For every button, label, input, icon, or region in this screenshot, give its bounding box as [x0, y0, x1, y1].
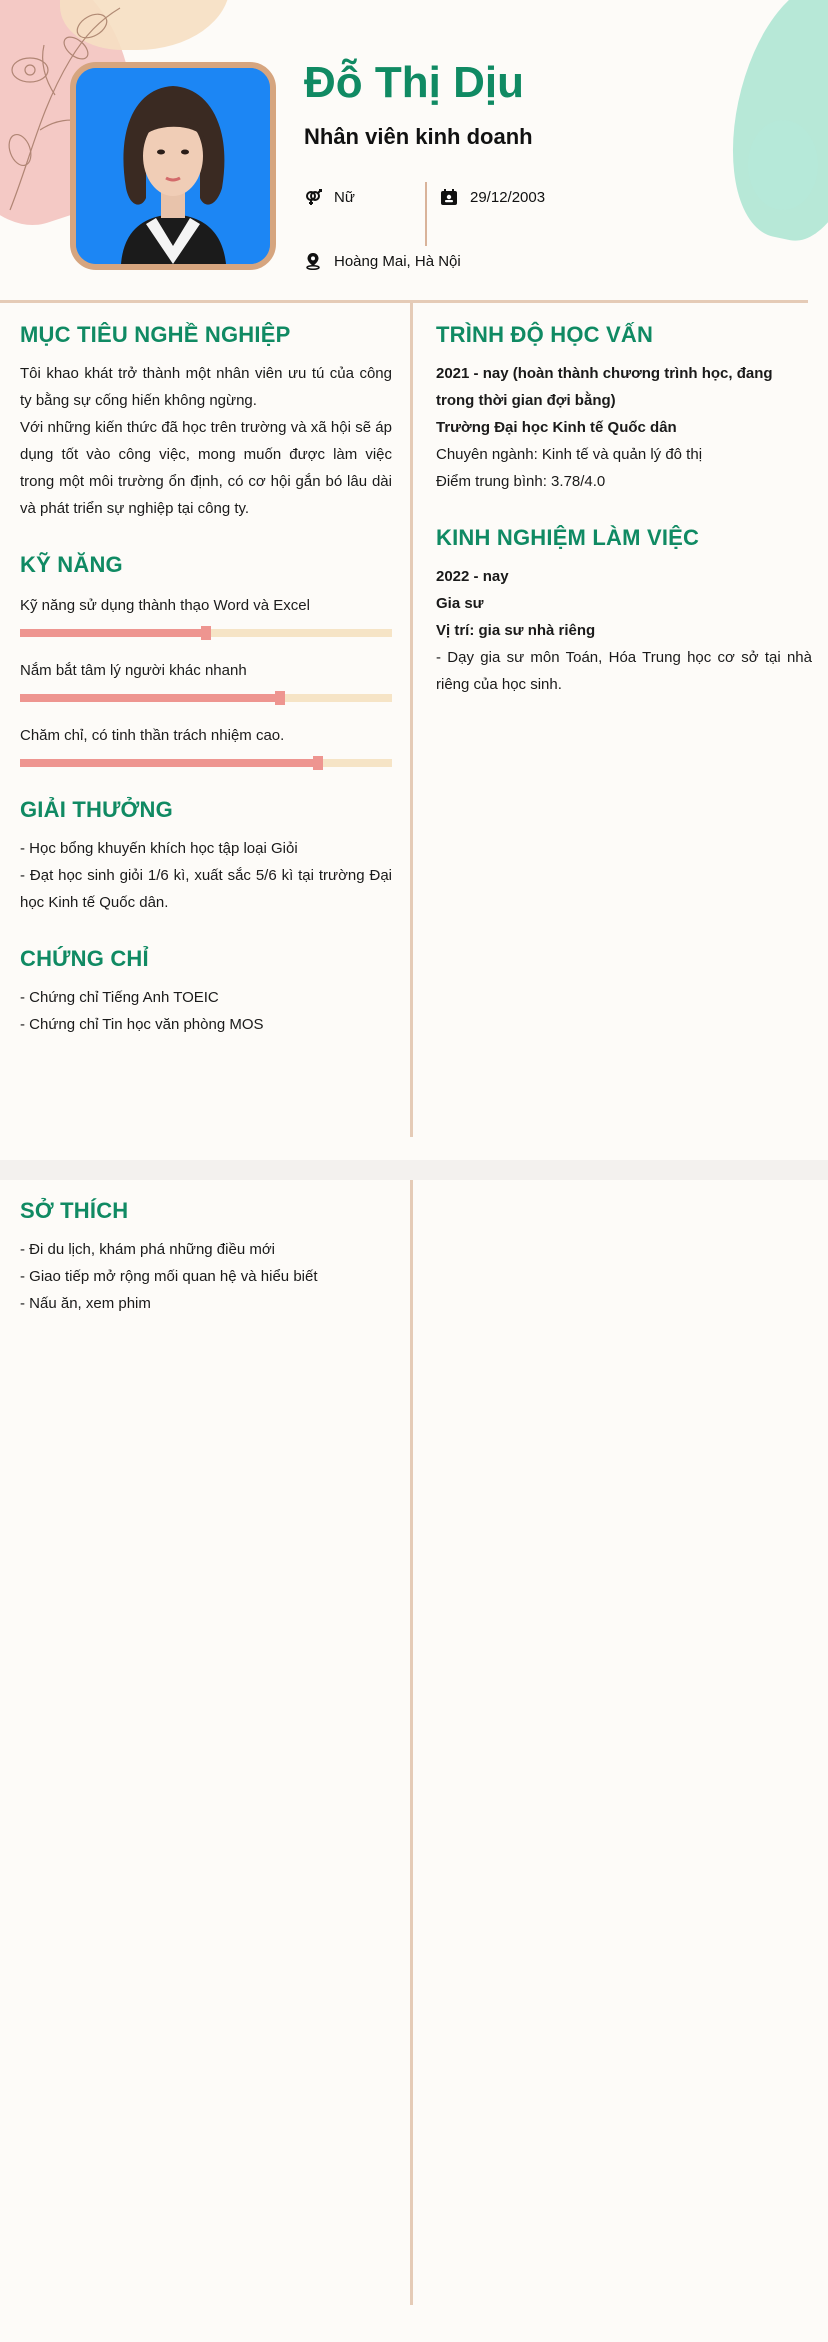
portrait-image [76, 68, 270, 264]
skill-bar-knob [275, 691, 285, 705]
certificate-item: - Chứng chỉ Tin học văn phòng MOS [20, 1016, 264, 1033]
hobbies-heading: SỞ THÍCH [20, 1198, 129, 1223]
skills-heading: KỸ NĂNG [20, 552, 123, 577]
gender-info [304, 188, 355, 206]
skill-item [20, 657, 392, 702]
award-item: - Học bổng khuyến khích học tập loại Giỏi [20, 840, 298, 857]
experience-period: 2022 - nay [436, 568, 509, 585]
calendar-icon [440, 188, 458, 206]
hobby-item: - Giao tiếp mở rộng mối quan hệ và hiểu biết [20, 1268, 318, 1285]
skill-item [20, 592, 392, 637]
column-divider [410, 1180, 413, 2305]
education-major: Chuyên ngành: Kinh tế và quản lý đô thị [436, 446, 703, 463]
left-column [20, 322, 392, 1038]
gender-icon [304, 188, 322, 206]
job-title: Nhân viên kinh doanh [304, 124, 533, 149]
certificates-section [20, 946, 392, 1038]
skill-label: Kỹ năng sử dụng thành thạo Word và Excel [20, 597, 310, 614]
skill-bar [20, 629, 392, 637]
objective-heading: MỤC TIÊU NGHỀ NGHIỆP [20, 322, 291, 347]
location-pin-icon [304, 252, 322, 270]
award-item: - Đạt học sinh giỏi 1/6 kì, xuất sắc 5/6 kì tại trường Đại học Kinh tế Quốc dân. [20, 867, 392, 911]
objective-paragraph: Tôi khao khát trở thành một nhân viên ưu tú của công ty bằng sự cống hiến không ngừng. [20, 365, 392, 409]
objective-paragraph: Với những kiến thức đã học trên trường và xã hội sẽ áp dụng tốt vào công việc, mong muốn được làm việc trong một môi trường ổn định, có cơ hội gắn bó lâu dài và phát triển sự nghiệp tại công ty. [20, 419, 392, 517]
skill-bar [20, 759, 392, 767]
skill-bar-fill [20, 629, 206, 637]
skill-bar-fill [20, 759, 318, 767]
certificate-item: - Chứng chỉ Tiếng Anh TOEIC [20, 989, 219, 1006]
gender-value: Nữ [334, 188, 355, 206]
experience-heading: KINH NGHIỆM LÀM VIỆC [436, 525, 700, 550]
experience-role: Gia sư [436, 595, 484, 612]
education-period: 2021 - nay (hoàn thành chương trình học, đang trong thời gian đợi bằng) [436, 365, 773, 409]
header-divider [0, 300, 808, 303]
experience-position: Vị trí: gia sư nhà riêng [436, 622, 596, 639]
address-info [304, 252, 461, 270]
hobby-item: - Nấu ăn, xem phim [20, 1295, 151, 1312]
info-divider [425, 182, 427, 246]
skill-label: Chăm chỉ, có tinh thần trách nhiệm cao. [20, 727, 285, 744]
education-section [436, 322, 812, 495]
skill-bar-knob [201, 626, 211, 640]
candidate-name: Đỗ Thị Dịu [304, 58, 524, 107]
skill-label: Nắm bắt tâm lý người khác nhanh [20, 662, 247, 679]
skill-bar-knob [313, 756, 323, 770]
column-divider [410, 303, 413, 1137]
address-value: Hoàng Mai, Hà Nội [334, 252, 461, 270]
profile-photo [70, 62, 276, 270]
certificates-heading: CHỨNG CHỈ [20, 946, 149, 971]
dob-info [440, 188, 545, 206]
skills-section [20, 552, 392, 767]
cv-page-1 [0, 0, 828, 1160]
education-gpa: Điểm trung bình: 3.78/4.0 [436, 473, 606, 490]
dob-value: 29/12/2003 [470, 188, 546, 206]
education-school: Trường Đại học Kinh tế Quốc dân [436, 419, 677, 436]
awards-section [20, 797, 392, 916]
hobbies-section [20, 1198, 392, 1317]
hobby-item: - Đi du lịch, khám phá những điều mới [20, 1241, 275, 1258]
decor-watercolor-green-small [748, 120, 818, 210]
cv-page-2 [0, 1180, 828, 2342]
right-column [436, 322, 812, 698]
skill-bar-fill [20, 694, 280, 702]
awards-heading: GIẢI THƯỞNG [20, 797, 173, 822]
skill-bar [20, 694, 392, 702]
left-column [20, 1198, 392, 1317]
experience-description: - Dạy gia sư môn Toán, Hóa Trung học cơ sở tại nhà riêng của học sinh. [436, 649, 812, 693]
objective-section [20, 322, 392, 522]
skill-item [20, 722, 392, 767]
education-heading: TRÌNH ĐỘ HỌC VẤN [436, 322, 654, 347]
experience-section [436, 525, 812, 698]
